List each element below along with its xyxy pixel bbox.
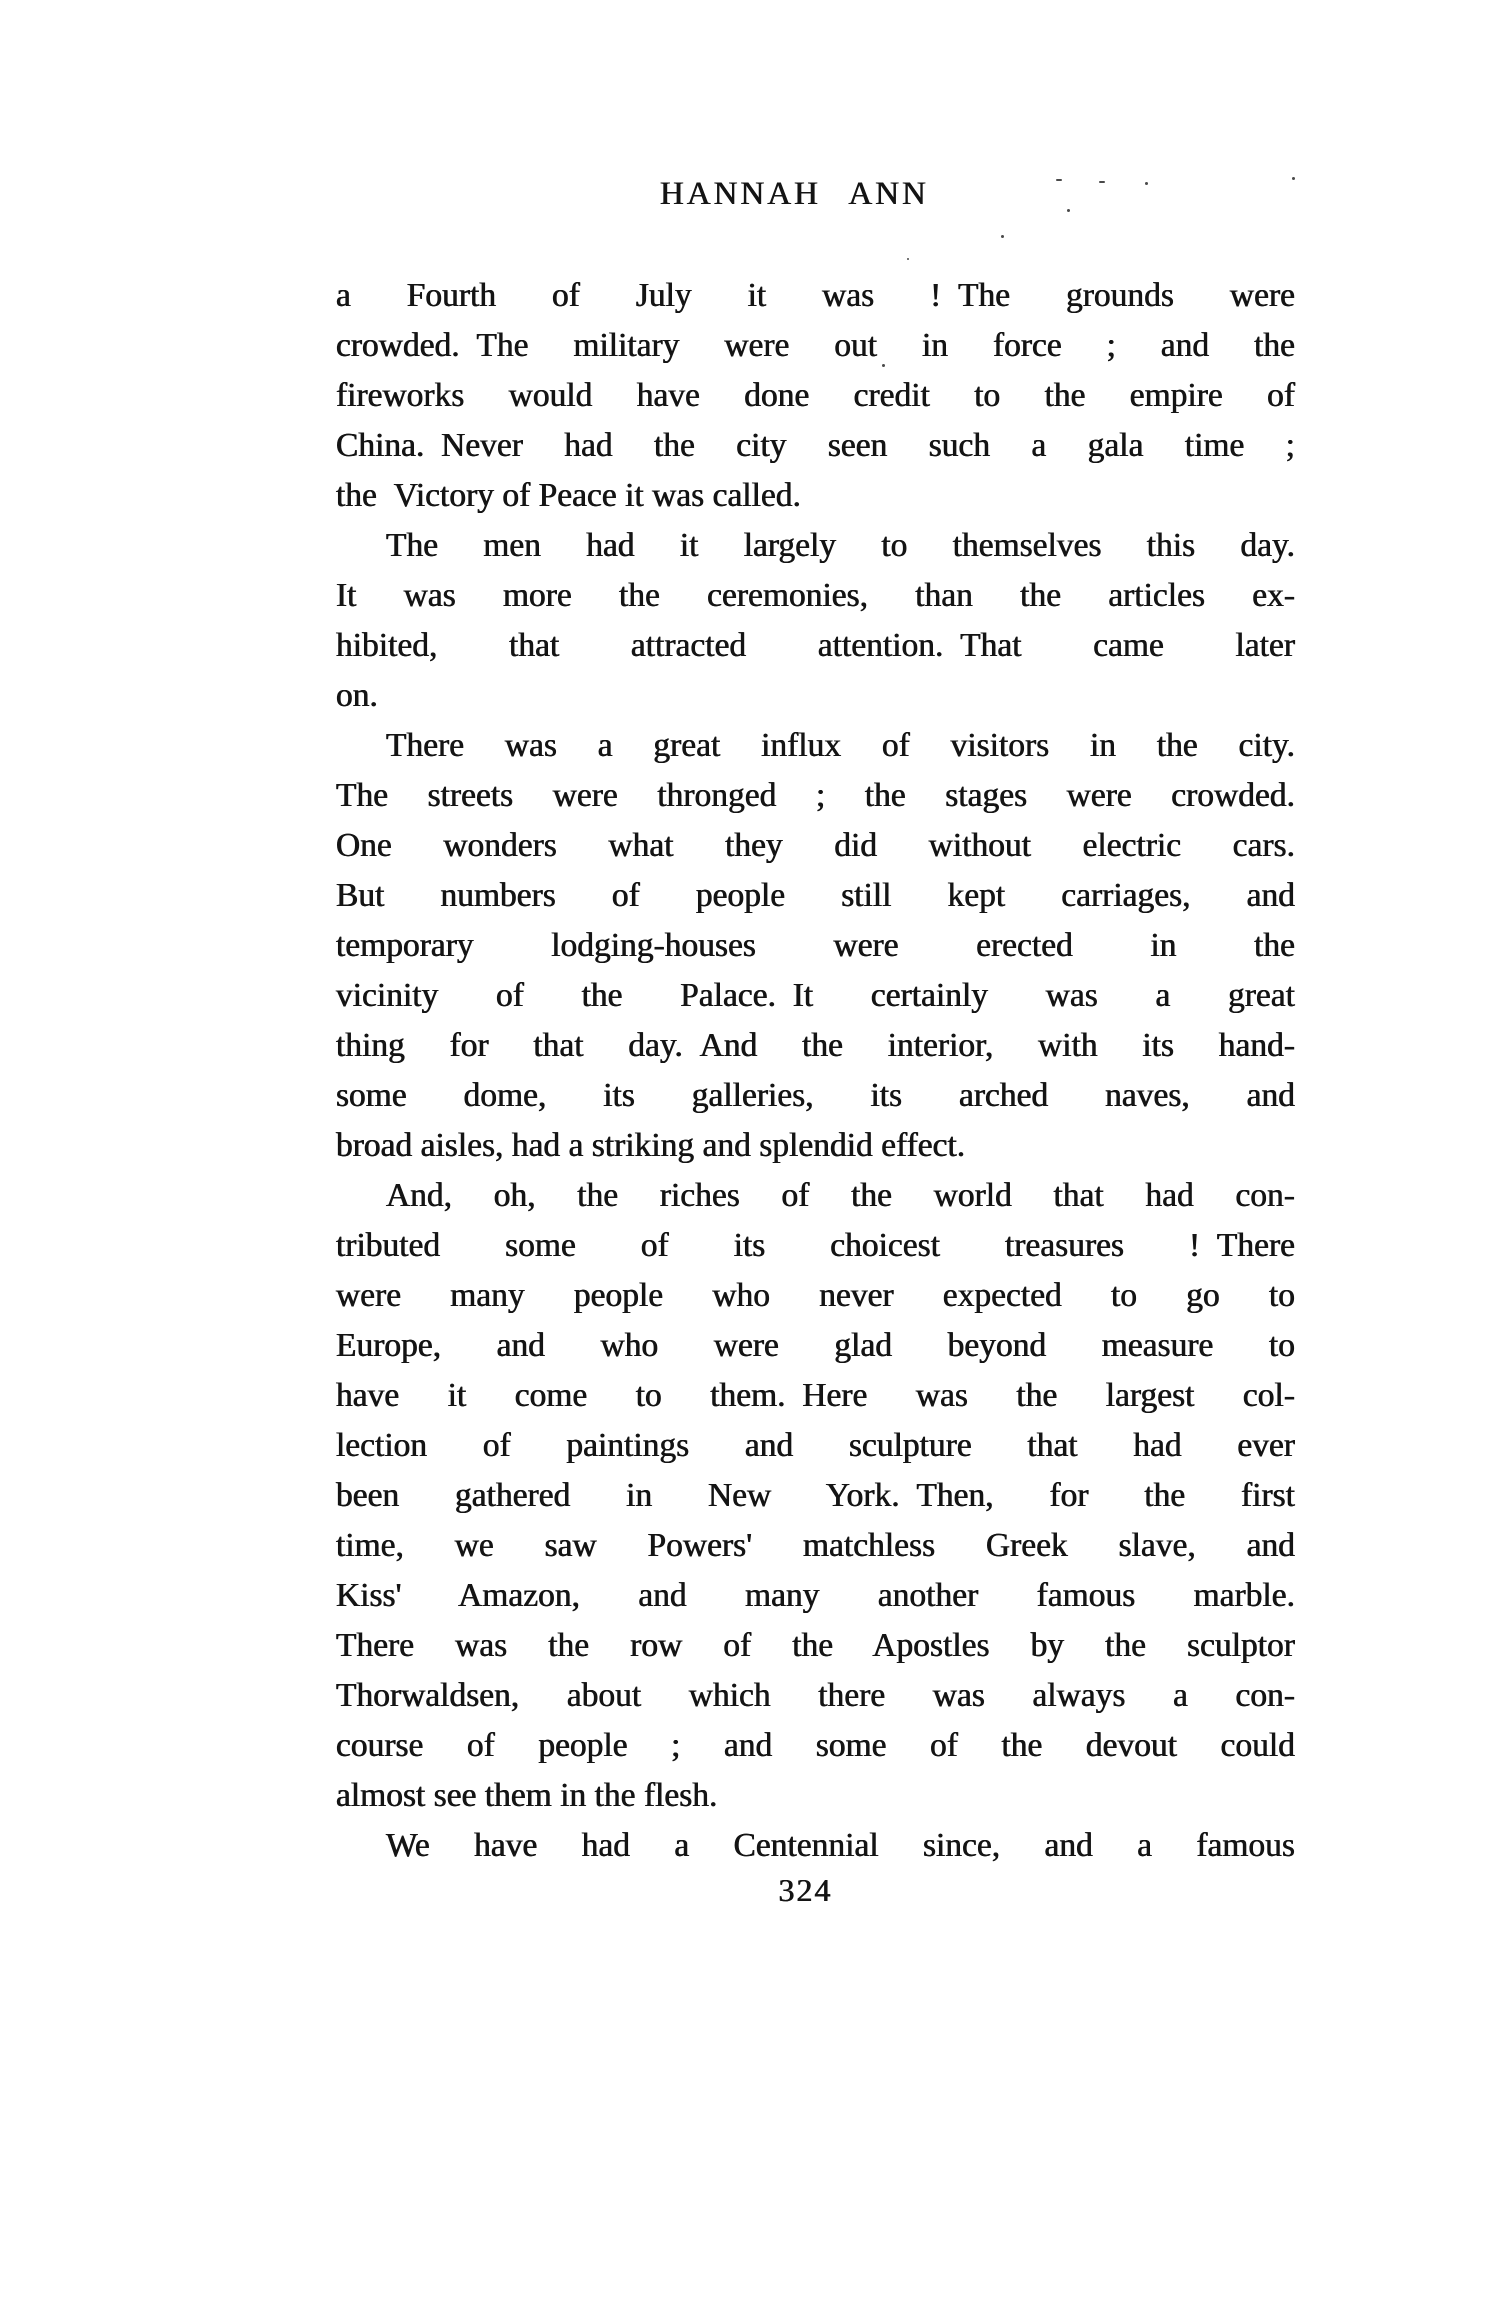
scan-speck (907, 258, 909, 260)
text-line: One wonders what they did without electric cars. (336, 827, 1295, 864)
text-line: course of people ; and some of the devout could (336, 1727, 1295, 1764)
text-line: some dome, its galleries, its arched naves, and (336, 1077, 1295, 1114)
scan-speck (1292, 177, 1295, 180)
text-line: We have had a Centennial since, and a famous (386, 1827, 1295, 1864)
text-line: a Fourth of July it was ! The grounds were (336, 277, 1295, 314)
text-line: lection of paintings and sculpture that had ever (336, 1427, 1295, 1464)
text-line: tributed some of its choicest treasures ! There (336, 1227, 1295, 1264)
text-line: But numbers of people still kept carriages, and (336, 877, 1295, 914)
running-head: HANNAH ANN (660, 176, 929, 212)
text-line: It was more the ceremonies, than the articles ex- (336, 577, 1295, 614)
scan-speck (1056, 179, 1062, 181)
text-line: have it come to them. Here was the largest col- (336, 1377, 1295, 1414)
text-line: crowded. The military were out in force ; and the (336, 327, 1295, 364)
text-line: the Victory of Peace it was called. (336, 477, 801, 514)
text-line: There was the row of the Apostles by the sculptor (336, 1627, 1295, 1664)
text-line: on. (336, 677, 378, 714)
text-line: temporary lodging-houses were erected in the (336, 927, 1295, 964)
text-line: were many people who never expected to go to (336, 1277, 1295, 1314)
paragraph (336, 721, 1295, 1171)
text-line: time, we saw Powers' matchless Greek slave, and (336, 1527, 1295, 1564)
text-line: hibited, that attracted attention. That came later (336, 627, 1295, 664)
text-line: Europe, and who were glad beyond measure to (336, 1327, 1295, 1364)
text-line: almost see them in the flesh. (336, 1777, 718, 1814)
paragraph (336, 521, 1295, 721)
text-line: Thorwaldsen, about which there was always a con- (336, 1677, 1295, 1714)
text-line: broad aisles, had a striking and splendid effect. (336, 1127, 966, 1164)
text-line: China. Never had the city seen such a gala time ; (336, 427, 1295, 464)
text-line: The men had it largely to themselves this day. (386, 527, 1295, 564)
scan-speck (1145, 182, 1148, 185)
scan-speck (882, 364, 885, 367)
text-line: been gathered in New York. Then, for the first (336, 1477, 1295, 1514)
paragraph (336, 1821, 1295, 1871)
body-text (336, 271, 1295, 1871)
text-line: There was a great influx of visitors in the city. (386, 727, 1295, 764)
text-line: thing for that day. And the interior, with its hand- (336, 1027, 1295, 1064)
text-line: vicinity of the Palace. It certainly was a great (336, 977, 1295, 1014)
scan-speck (1067, 209, 1070, 212)
text-line: Kiss' Amazon, and many another famous marble. (336, 1577, 1295, 1614)
page-number: 324 (778, 1872, 833, 1908)
text-line: fireworks would have done credit to the empire of (336, 377, 1295, 414)
text-line: The streets were thronged ; the stages were crowded. (336, 777, 1295, 814)
text-line: And, oh, the riches of the world that had con- (386, 1177, 1295, 1214)
scan-speck (1099, 181, 1105, 183)
scan-speck (1001, 235, 1004, 238)
paragraph (336, 1171, 1295, 1821)
paragraph (336, 271, 1295, 521)
